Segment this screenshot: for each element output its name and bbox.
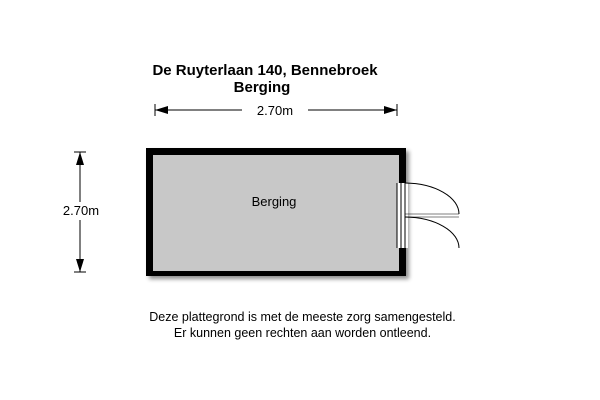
disclaimer-line-1: Deze plattegrond is met de meeste zorg samengesteld. [149, 310, 456, 324]
room-title: Berging [233, 79, 291, 96]
height-dimension-label: 2.70m [62, 203, 100, 218]
address-title: De Ruyterlaan 140, Bennebroek [152, 62, 378, 79]
width-dimension-label: 2.70m [256, 103, 294, 118]
room-label: Berging [251, 194, 297, 209]
disclaimer-line-2: Er kunnen geen rechten aan worden ontleend. [173, 326, 432, 340]
door-symbol [397, 183, 459, 248]
room-floor [153, 155, 399, 271]
